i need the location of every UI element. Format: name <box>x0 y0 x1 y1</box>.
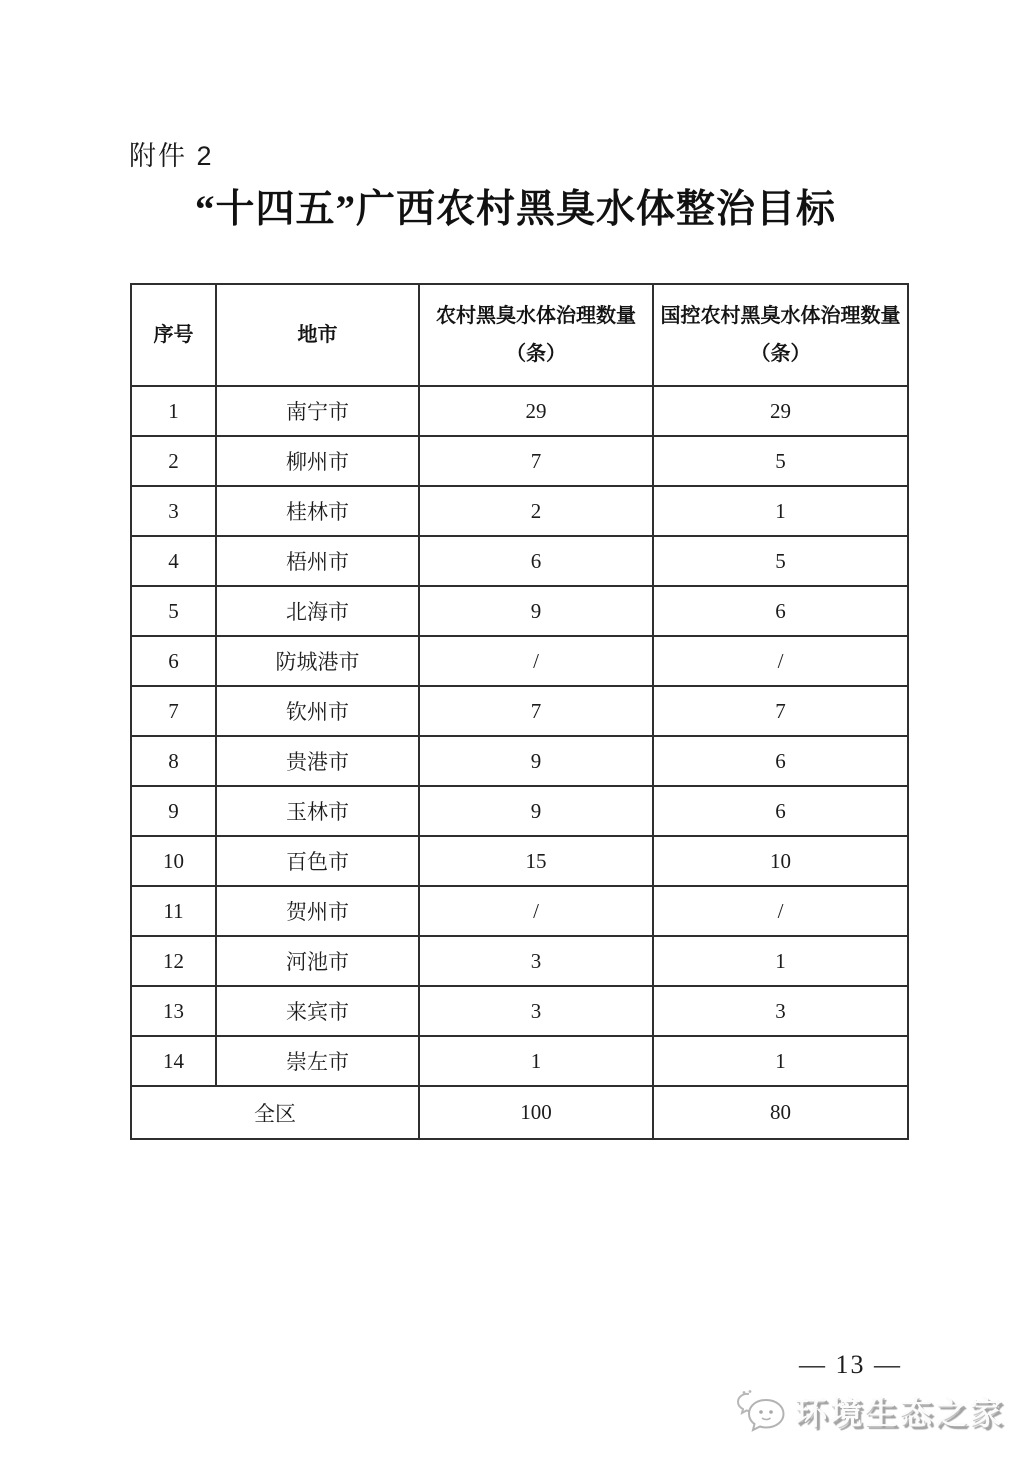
table-row <box>131 636 908 686</box>
row-national-count-cell: 1 <box>653 1036 908 1086</box>
row-national-count-cell: 6 <box>653 736 908 786</box>
header-rural-count-line2: （条） <box>506 343 566 365</box>
total-rural-cell: 100 <box>419 1086 653 1139</box>
row-city-cell: 河池市 <box>216 936 419 986</box>
table-row <box>131 936 908 986</box>
row-national-count-cell: 1 <box>653 936 908 986</box>
row-city-cell: 来宾市 <box>216 986 419 1036</box>
row-no-cell: 14 <box>131 1036 216 1086</box>
row-national-count-cell: 29 <box>653 386 908 436</box>
header-no-label: 序号 <box>153 324 194 346</box>
row-city-cell: 防城港市 <box>216 636 419 686</box>
row-no-cell: 6 <box>131 636 216 686</box>
row-no-cell: 4 <box>131 536 216 586</box>
table-row <box>131 436 908 486</box>
total-label-cell: 全区 <box>131 1086 419 1139</box>
total-row <box>131 1086 908 1139</box>
row-city-cell: 梧州市 <box>216 536 419 586</box>
table-row <box>131 686 908 736</box>
row-rural-count-cell: 15 <box>419 836 653 886</box>
row-rural-count-cell: 1 <box>419 1036 653 1086</box>
row-city-cell: 百色市 <box>216 836 419 886</box>
header-city-label: 地市 <box>297 324 338 346</box>
row-national-count-cell: / <box>653 636 908 686</box>
table-row <box>131 486 908 536</box>
table-row <box>131 986 908 1036</box>
page-number: — 13 — <box>799 1350 902 1379</box>
table-row <box>131 736 908 786</box>
row-city-cell: 桂林市 <box>216 486 419 536</box>
row-national-count-cell: 6 <box>653 586 908 636</box>
row-no-cell: 13 <box>131 986 216 1036</box>
row-rural-count-cell: 2 <box>419 486 653 536</box>
row-no-cell: 1 <box>131 386 216 436</box>
row-no-cell: 9 <box>131 786 216 836</box>
row-national-count-cell: / <box>653 886 908 936</box>
row-rural-count-cell: 9 <box>419 586 653 636</box>
row-city-cell: 崇左市 <box>216 1036 419 1086</box>
table-footer <box>131 1086 908 1139</box>
row-city-cell: 柳州市 <box>216 436 419 486</box>
row-national-count-cell: 10 <box>653 836 908 886</box>
chat-bubbles-mascot-icon <box>735 1388 787 1434</box>
attachment-label: 附件 2 <box>129 141 214 171</box>
row-no-cell: 5 <box>131 586 216 636</box>
row-no-cell: 2 <box>131 436 216 486</box>
row-rural-count-cell: 6 <box>419 536 653 586</box>
row-national-count-cell: 1 <box>653 486 908 536</box>
watermark-text: 环境生态之家 <box>794 1395 1005 1431</box>
row-no-cell: 10 <box>131 836 216 886</box>
row-city-cell: 玉林市 <box>216 786 419 836</box>
row-no-cell: 11 <box>131 886 216 936</box>
row-national-count-cell: 5 <box>653 436 908 486</box>
row-city-cell: 贵港市 <box>216 736 419 786</box>
table-row <box>131 786 908 836</box>
row-rural-count-cell: 9 <box>419 786 653 836</box>
table-row <box>131 836 908 886</box>
row-rural-count-cell: 9 <box>419 736 653 786</box>
table-row <box>131 886 908 936</box>
table-body <box>131 386 908 1086</box>
header-national-count-line1: 国控农村黑臭水体治理数量 <box>660 305 901 327</box>
row-city-cell: 贺州市 <box>216 886 419 936</box>
header-rural-count-line1: 农村黑臭水体治理数量 <box>436 305 636 327</box>
row-rural-count-cell: 7 <box>419 436 653 486</box>
table-row <box>131 536 908 586</box>
table-header <box>131 284 908 386</box>
row-national-count-cell: 5 <box>653 536 908 586</box>
header-city <box>216 284 419 386</box>
table-row <box>131 586 908 636</box>
row-no-cell: 7 <box>131 686 216 736</box>
header-national-count-line2: （条） <box>750 343 811 365</box>
row-rural-count-cell: 7 <box>419 686 653 736</box>
row-national-count-cell: 6 <box>653 786 908 836</box>
row-no-cell: 3 <box>131 486 216 536</box>
row-rural-count-cell: 3 <box>419 936 653 986</box>
page-title: “十四五”广西农村黑臭水体整治目标 <box>194 188 836 231</box>
total-national-cell: 80 <box>653 1086 908 1139</box>
row-rural-count-cell: 3 <box>419 986 653 1036</box>
row-rural-count-cell: / <box>419 886 653 936</box>
row-national-count-cell: 3 <box>653 986 908 1036</box>
header-no <box>131 284 216 386</box>
table-header-row <box>131 284 908 386</box>
row-city-cell: 北海市 <box>216 586 419 636</box>
row-city-cell: 钦州市 <box>216 686 419 736</box>
row-rural-count-cell: / <box>419 636 653 686</box>
targets-table <box>130 283 909 1140</box>
row-city-cell: 南宁市 <box>216 386 419 436</box>
table-row <box>131 1036 908 1086</box>
row-no-cell: 12 <box>131 936 216 986</box>
watermark <box>735 1388 1005 1434</box>
table-row <box>131 386 908 436</box>
row-no-cell: 8 <box>131 736 216 786</box>
row-rural-count-cell: 29 <box>419 386 653 436</box>
row-national-count-cell: 7 <box>653 686 908 736</box>
header-rural-count <box>419 284 653 386</box>
header-national-count <box>653 284 908 386</box>
